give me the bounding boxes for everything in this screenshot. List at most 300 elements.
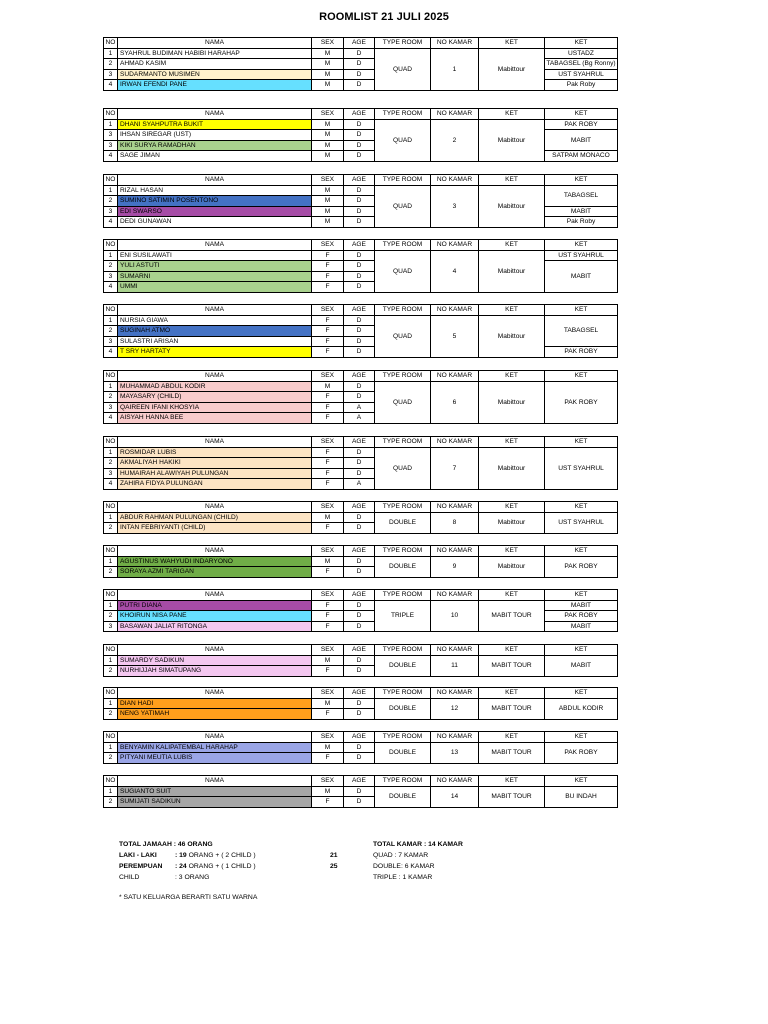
cell-sex: F <box>312 600 344 611</box>
header-ket-2: KET <box>545 732 618 743</box>
header-ket-2: KET <box>545 502 618 513</box>
header-sex: SEX <box>312 305 344 316</box>
perempuan-num: : 24 <box>175 863 187 870</box>
header-age: AGE <box>344 38 375 49</box>
totals-kamar <box>373 839 573 883</box>
header-ket-2: KET <box>545 688 618 699</box>
cell-age: D <box>344 381 375 392</box>
header-no-kamar: NO KAMAR <box>431 371 479 382</box>
cell-nama: NURSIA GIAWA <box>118 315 312 326</box>
cell-type-room: QUAD <box>375 119 431 161</box>
cell-type-room: QUAD <box>375 315 431 357</box>
cell-age: A <box>344 413 375 424</box>
header-no-kamar: NO KAMAR <box>431 546 479 557</box>
cell-nama: SUMIJATI SADIKUN <box>118 797 312 808</box>
cell-no: 1 <box>104 600 118 611</box>
cell-sex: F <box>312 250 344 261</box>
cell-type-room: DOUBLE <box>375 786 431 807</box>
cell-sex: M <box>312 556 344 567</box>
cell-no-kamar: 10 <box>431 600 479 632</box>
laki-label: LAKI - LAKI <box>119 852 157 859</box>
header-ket: KET <box>479 645 545 656</box>
cell-age: D <box>344 567 375 578</box>
cell-ket-2: PAK ROBY <box>545 556 618 577</box>
table-row <box>104 119 618 130</box>
header-ket: KET <box>479 688 545 699</box>
cell-ket: MABIT TOUR <box>479 655 545 676</box>
cell-type-room: QUAD <box>375 250 431 292</box>
cell-age: D <box>344 458 375 469</box>
cell-age: D <box>344 392 375 403</box>
header-ket-2: KET <box>545 546 618 557</box>
header-ket: KET <box>479 240 545 251</box>
cell-sex: F <box>312 413 344 424</box>
table-row <box>104 250 618 261</box>
cell-sex: M <box>312 206 344 217</box>
header-no: NO <box>104 175 118 186</box>
header-no-kamar: NO KAMAR <box>431 776 479 787</box>
perempuan-count: 25 <box>330 863 338 870</box>
cell-no-kamar: 9 <box>431 556 479 577</box>
header-no: NO <box>104 590 118 601</box>
cell-no: 1 <box>104 185 118 196</box>
cell-no: 3 <box>104 336 118 347</box>
header-sex: SEX <box>312 590 344 601</box>
cell-sex: M <box>312 786 344 797</box>
cell-sex: M <box>312 48 344 59</box>
cell-age: D <box>344 347 375 358</box>
cell-no: 2 <box>104 59 118 70</box>
cell-no: 2 <box>104 753 118 764</box>
header-nama: NAMA <box>118 240 312 251</box>
cell-sex: M <box>312 512 344 523</box>
table-row <box>104 698 618 709</box>
cell-age: D <box>344 217 375 228</box>
cell-no: 1 <box>104 250 118 261</box>
table-header-row <box>104 175 618 186</box>
triple-count: TRIPLE : 1 KAMAR <box>373 874 433 881</box>
table-header-row <box>104 502 618 513</box>
header-type-room: TYPE ROOM <box>375 645 431 656</box>
cell-ket: MABIT TOUR <box>479 786 545 807</box>
cell-ket: MABIT TOUR <box>479 742 545 763</box>
header-no: NO <box>104 371 118 382</box>
cell-nama: PITYANI MEUTIA LUBIS <box>118 753 312 764</box>
header-age: AGE <box>344 546 375 557</box>
cell-no: 1 <box>104 381 118 392</box>
cell-no-kamar: 5 <box>431 315 479 357</box>
header-type-room: TYPE ROOM <box>375 305 431 316</box>
room-table <box>103 436 618 490</box>
cell-ket: MABIT TOUR <box>479 698 545 719</box>
cell-ket-2: USTADZ <box>545 48 618 59</box>
cell-no: 2 <box>104 567 118 578</box>
cell-no: 1 <box>104 786 118 797</box>
cell-age: D <box>344 666 375 677</box>
cell-ket-2: UST SYAHRUL <box>545 512 618 533</box>
room-table <box>103 174 618 228</box>
cell-age: D <box>344 797 375 808</box>
cell-no: 1 <box>104 698 118 709</box>
header-nama: NAMA <box>118 590 312 601</box>
room-table <box>103 304 618 358</box>
cell-no: 4 <box>104 282 118 293</box>
header-nama: NAMA <box>118 546 312 557</box>
table-header-row <box>104 776 618 787</box>
header-age: AGE <box>344 109 375 120</box>
cell-ket-2: UST SYAHRUL <box>545 250 618 261</box>
header-ket: KET <box>479 776 545 787</box>
cell-nama: SULASTRI ARISAN <box>118 336 312 347</box>
cell-sex: M <box>312 119 344 130</box>
header-sex: SEX <box>312 546 344 557</box>
cell-no: 3 <box>104 402 118 413</box>
cell-type-room: QUAD <box>375 185 431 227</box>
cell-no: 3 <box>104 130 118 141</box>
cell-nama: SORAYA AZMI TARIGAN <box>118 567 312 578</box>
cell-age: D <box>344 151 375 162</box>
header-nama: NAMA <box>118 645 312 656</box>
header-sex: SEX <box>312 502 344 513</box>
header-ket-2: KET <box>545 590 618 601</box>
header-no: NO <box>104 109 118 120</box>
header-ket-2: KET <box>545 109 618 120</box>
header-no: NO <box>104 732 118 743</box>
cell-nama: INTAN FEBRIYANTI (CHILD) <box>118 523 312 534</box>
quad-count: QUAD : 7 KAMAR <box>373 852 429 859</box>
table-header-row <box>104 645 618 656</box>
header-ket-2: KET <box>545 305 618 316</box>
table-header-row <box>104 240 618 251</box>
table-row <box>104 315 618 326</box>
cell-type-room: DOUBLE <box>375 742 431 763</box>
cell-ket-2: TABAGSEL (Bg Ronny) <box>546 60 616 68</box>
cell-age: D <box>344 140 375 151</box>
header-sex: SEX <box>312 776 344 787</box>
header-ket-2: KET <box>545 437 618 448</box>
cell-sex: F <box>312 458 344 469</box>
header-type-room: TYPE ROOM <box>375 437 431 448</box>
cell-age: D <box>344 326 375 337</box>
cell-no: 1 <box>104 655 118 666</box>
cell-sex: F <box>312 315 344 326</box>
header-age: AGE <box>344 240 375 251</box>
cell-ket-2: BU INDAH <box>545 786 618 807</box>
cell-age: D <box>344 709 375 720</box>
header-type-room: TYPE ROOM <box>375 776 431 787</box>
header-nama: NAMA <box>118 688 312 699</box>
cell-no: 1 <box>104 48 118 59</box>
header-type-room: TYPE ROOM <box>375 688 431 699</box>
cell-age: D <box>344 447 375 458</box>
header-age: AGE <box>344 502 375 513</box>
cell-ket: Mabittour <box>479 250 545 292</box>
room-table <box>103 501 618 534</box>
cell-nama: NENG YATIMAH <box>118 709 312 720</box>
cell-sex: F <box>312 666 344 677</box>
cell-nama: SYAHRUL BUDIMAN HABIBI HARAHAP <box>118 48 312 59</box>
cell-sex: F <box>312 468 344 479</box>
cell-ket: Mabittour <box>479 447 545 489</box>
cell-sex: M <box>312 742 344 753</box>
header-type-room: TYPE ROOM <box>375 502 431 513</box>
table-header-row <box>104 688 618 699</box>
cell-nama: EDI SWARSO <box>118 206 312 217</box>
cell-sex: M <box>312 151 344 162</box>
cell-ket: Mabittour <box>479 381 545 423</box>
cell-no: 2 <box>104 458 118 469</box>
header-no-kamar: NO KAMAR <box>431 38 479 49</box>
cell-age: D <box>344 48 375 59</box>
cell-no-kamar: 4 <box>431 250 479 292</box>
perempuan-label: PEREMPUAN <box>119 863 163 870</box>
header-no-kamar: NO KAMAR <box>431 732 479 743</box>
cell-nama: SUMINO SATIMIN POSENTONO <box>118 196 312 207</box>
cell-no: 1 <box>104 447 118 458</box>
table-row <box>104 381 618 392</box>
header-type-room: TYPE ROOM <box>375 109 431 120</box>
cell-no: 1 <box>104 742 118 753</box>
cell-no-kamar: 2 <box>431 119 479 161</box>
cell-nama: IHSAN SIREGAR (UST) <box>118 130 312 141</box>
cell-nama: ZAHIRA FIDYA PULUNGAN <box>118 479 312 490</box>
header-no: NO <box>104 38 118 49</box>
header-ket-2: KET <box>545 645 618 656</box>
header-no: NO <box>104 546 118 557</box>
header-age: AGE <box>344 732 375 743</box>
cell-type-room: QUAD <box>375 381 431 423</box>
header-nama: NAMA <box>118 38 312 49</box>
cell-age: D <box>344 600 375 611</box>
table-row <box>104 655 618 666</box>
cell-age: D <box>344 59 375 70</box>
header-no-kamar: NO KAMAR <box>431 109 479 120</box>
cell-no-kamar: 7 <box>431 447 479 489</box>
cell-ket-2: MABIT <box>545 600 618 611</box>
cell-ket-2: PAK ROBY <box>545 347 618 358</box>
header-ket: KET <box>479 109 545 120</box>
cell-no: 4 <box>104 151 118 162</box>
cell-no-kamar: 11 <box>431 655 479 676</box>
header-no-kamar: NO KAMAR <box>431 175 479 186</box>
header-no-kamar: NO KAMAR <box>431 437 479 448</box>
cell-age: D <box>344 621 375 632</box>
laki-count: 21 <box>330 852 338 859</box>
header-nama: NAMA <box>118 437 312 448</box>
header-age: AGE <box>344 688 375 699</box>
cell-no: 3 <box>104 271 118 282</box>
header-no-kamar: NO KAMAR <box>431 305 479 316</box>
cell-nama: BASAWAN JALIAT RITONGA <box>118 621 312 632</box>
cell-no: 1 <box>104 512 118 523</box>
cell-sex: M <box>312 69 344 80</box>
header-ket: KET <box>479 732 545 743</box>
header-no-kamar: NO KAMAR <box>431 590 479 601</box>
cell-age: D <box>344 611 375 622</box>
cell-nama: T SRY HARTATY <box>118 347 312 358</box>
cell-age: D <box>344 130 375 141</box>
table-row <box>104 600 618 611</box>
cell-no-kamar: 6 <box>431 381 479 423</box>
laki-num: : 19 <box>175 852 187 859</box>
header-type-room: TYPE ROOM <box>375 732 431 743</box>
cell-ket-2: MABIT <box>545 621 618 632</box>
cell-nama: SUDARMANTO MUSIMEN <box>118 69 312 80</box>
cell-age: D <box>344 753 375 764</box>
cell-nama: SAGE JIMAN <box>118 151 312 162</box>
cell-no: 4 <box>104 80 118 91</box>
header-no: NO <box>104 688 118 699</box>
table-header-row <box>104 546 618 557</box>
cell-no-kamar: 3 <box>431 185 479 227</box>
laki-rest: ORANG + ( 2 CHILD ) <box>186 852 256 859</box>
cell-nama: MUHAMMAD ABDUL KODIR <box>118 381 312 392</box>
child-value: : 3 ORANG <box>175 874 210 881</box>
cell-ket: Mabittour <box>479 512 545 533</box>
room-table <box>103 545 618 578</box>
cell-age: D <box>344 742 375 753</box>
cell-no: 4 <box>104 413 118 424</box>
header-ket: KET <box>479 502 545 513</box>
cell-sex: F <box>312 447 344 458</box>
cell-no: 2 <box>104 797 118 808</box>
cell-type-room: TRIPLE <box>375 600 431 632</box>
cell-sex: F <box>312 753 344 764</box>
cell-no: 3 <box>104 621 118 632</box>
header-no-kamar: NO KAMAR <box>431 240 479 251</box>
cell-nama: KIKI SURYA RAMADHAN <box>118 140 312 151</box>
cell-age: D <box>344 523 375 534</box>
cell-no: 3 <box>104 140 118 151</box>
room-table <box>103 589 618 632</box>
perempuan-rest: ORANG + ( 1 CHILD ) <box>186 863 256 870</box>
header-no: NO <box>104 645 118 656</box>
cell-no: 4 <box>104 479 118 490</box>
header-no-kamar: NO KAMAR <box>431 645 479 656</box>
table-header-row <box>104 38 618 49</box>
header-no: NO <box>104 776 118 787</box>
header-type-room: TYPE ROOM <box>375 590 431 601</box>
cell-nama: YULI ASTUTI <box>118 261 312 272</box>
header-no: NO <box>104 240 118 251</box>
header-nama: NAMA <box>118 732 312 743</box>
cell-ket-2: TABAGSEL <box>545 185 618 206</box>
cell-ket-2: UST SYAHRUL <box>545 69 618 80</box>
cell-sex: M <box>312 80 344 91</box>
cell-nama: QAIREEN IFANI KHOSYIA <box>118 402 312 413</box>
header-sex: SEX <box>312 371 344 382</box>
header-nama: NAMA <box>118 371 312 382</box>
cell-type-room: QUAD <box>375 447 431 489</box>
header-no: NO <box>104 502 118 513</box>
cell-sex: F <box>312 282 344 293</box>
header-ket: KET <box>479 305 545 316</box>
cell-sex: M <box>312 698 344 709</box>
cell-ket-2: MABIT <box>545 130 618 151</box>
room-table <box>103 687 618 720</box>
table-header-row <box>104 732 618 743</box>
header-sex: SEX <box>312 38 344 49</box>
page-title: ROOMLIST 21 JULI 2025 <box>319 11 449 23</box>
cell-sex: M <box>312 130 344 141</box>
cell-no-kamar: 1 <box>431 48 479 90</box>
table-row <box>104 742 618 753</box>
cell-ket-2: TABAGSEL <box>545 315 618 347</box>
header-age: AGE <box>344 175 375 186</box>
cell-ket-2: MABIT <box>545 655 618 676</box>
cell-no: 4 <box>104 217 118 228</box>
header-no-kamar: NO KAMAR <box>431 688 479 699</box>
room-table <box>103 37 618 91</box>
header-ket: KET <box>479 371 545 382</box>
cell-type-room: DOUBLE <box>375 655 431 676</box>
header-age: AGE <box>344 645 375 656</box>
cell-nama: ENI SUSILAWATI <box>118 250 312 261</box>
header-nama: NAMA <box>118 175 312 186</box>
header-sex: SEX <box>312 109 344 120</box>
cell-type-room: QUAD <box>375 48 431 90</box>
total-kamar: TOTAL KAMAR : 14 KAMAR <box>373 841 463 848</box>
table-row <box>104 786 618 797</box>
cell-ket-2: PAK ROBY <box>545 119 618 130</box>
cell-sex: M <box>312 196 344 207</box>
table-row <box>104 556 618 567</box>
cell-ket-2: Pak Roby <box>545 217 618 228</box>
cell-sex: F <box>312 479 344 490</box>
header-type-room: TYPE ROOM <box>375 546 431 557</box>
cell-ket: Mabittour <box>479 185 545 227</box>
total-jamaah: TOTAL JAMAAH : 46 ORANG <box>119 841 213 848</box>
header-ket-2: KET <box>545 371 618 382</box>
table-row <box>104 512 618 523</box>
cell-age: D <box>344 261 375 272</box>
header-age: AGE <box>344 590 375 601</box>
header-type-room: TYPE ROOM <box>375 371 431 382</box>
cell-no: 3 <box>104 468 118 479</box>
header-type-room: TYPE ROOM <box>375 38 431 49</box>
header-ket: KET <box>479 546 545 557</box>
header-no-kamar: NO KAMAR <box>431 502 479 513</box>
header-ket: KET <box>479 175 545 186</box>
header-sex: SEX <box>312 732 344 743</box>
table-header-row <box>104 371 618 382</box>
cell-age: D <box>344 315 375 326</box>
cell-nama: SUMARNI <box>118 271 312 282</box>
cell-sex: M <box>312 59 344 70</box>
cell-type-room: DOUBLE <box>375 556 431 577</box>
header-no: NO <box>104 305 118 316</box>
child-label: CHILD <box>119 874 140 881</box>
cell-nama: KHOIRUN NISA PANE <box>118 611 312 622</box>
header-type-room: TYPE ROOM <box>375 175 431 186</box>
cell-sex: M <box>312 140 344 151</box>
cell-no: 3 <box>104 69 118 80</box>
cell-age: D <box>344 119 375 130</box>
header-sex: SEX <box>312 645 344 656</box>
cell-nama: DIAN HADI <box>118 698 312 709</box>
cell-sex: F <box>312 347 344 358</box>
header-ket-2: KET <box>545 175 618 186</box>
cell-no: 3 <box>104 206 118 217</box>
header-nama: NAMA <box>118 502 312 513</box>
cell-ket-2: ABDUL KODIR <box>545 698 618 719</box>
cell-age: D <box>344 196 375 207</box>
cell-nama: AGUSTINUS WAHYUDI INDARYONO <box>118 556 312 567</box>
room-table <box>103 775 618 808</box>
cell-nama: AHMAD KASIM <box>118 59 312 70</box>
cell-nama: MAYASARY (CHILD) <box>118 392 312 403</box>
cell-age: D <box>344 80 375 91</box>
